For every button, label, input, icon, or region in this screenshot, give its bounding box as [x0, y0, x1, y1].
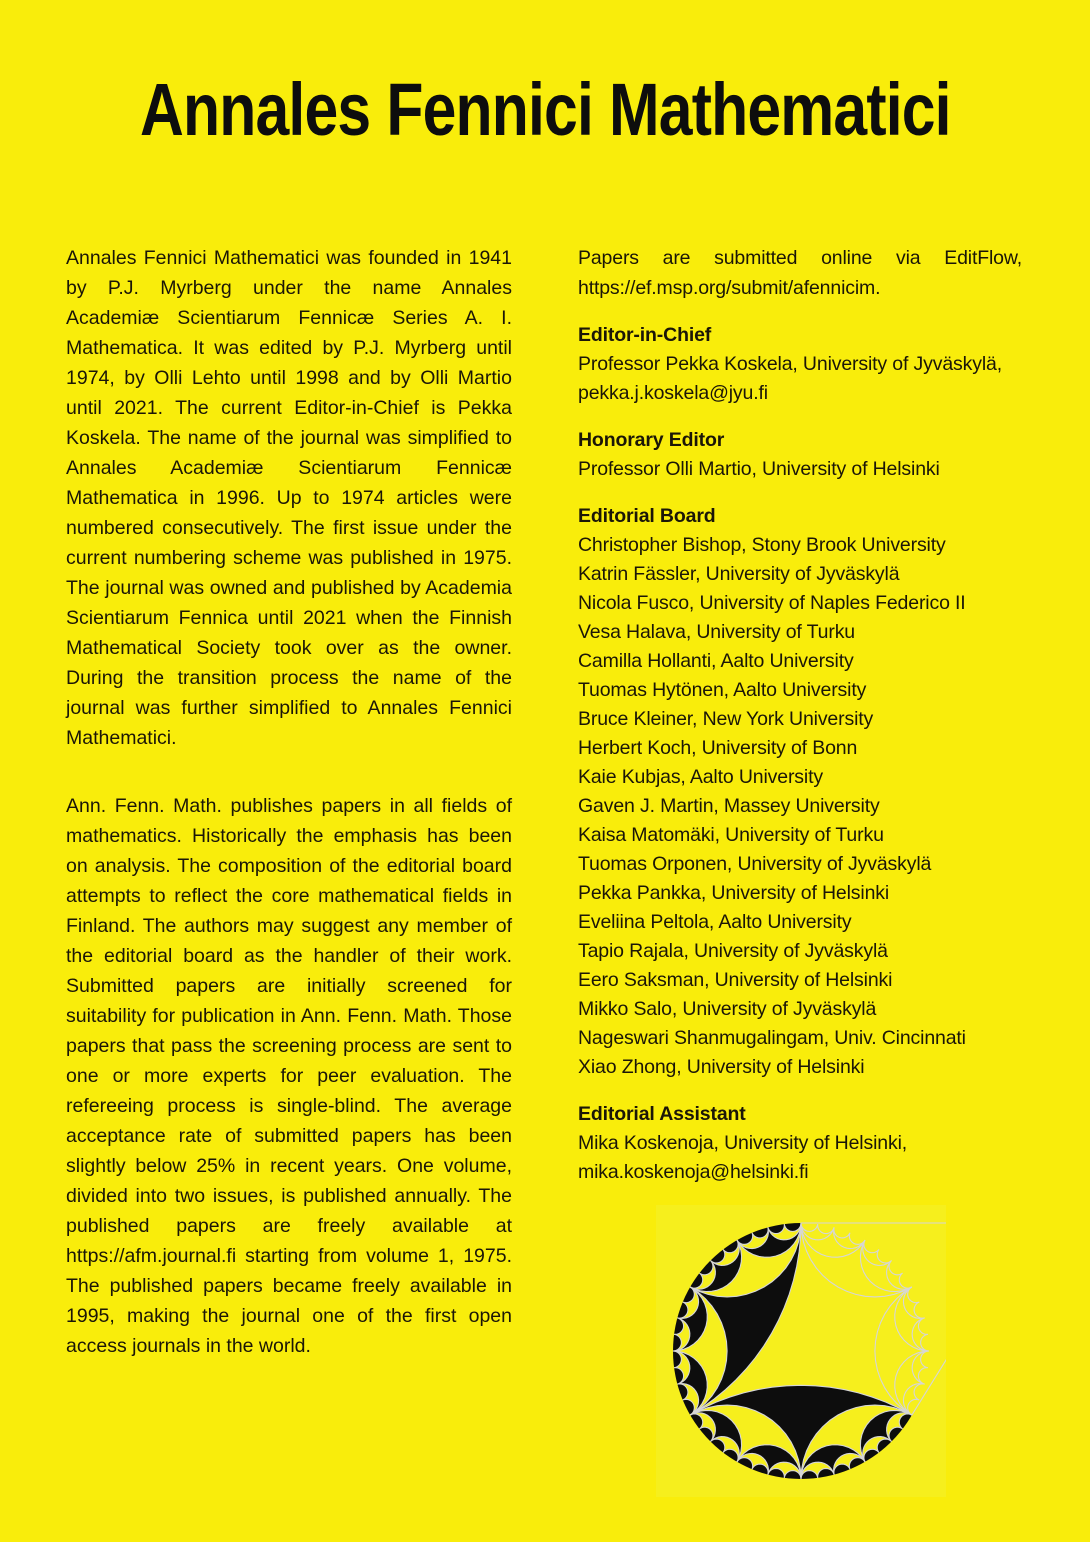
page-title — [0, 68, 1090, 151]
two-column-body — [66, 243, 1022, 1497]
board-member: Tuomas Hytönen, Aalto University — [578, 679, 867, 701]
section-editor-in-chief — [578, 321, 1022, 408]
logo-tile — [656, 1205, 946, 1497]
board-member: Kaie Kubjas, Aalto University — [578, 766, 823, 788]
page-title-text: Annales Fennici Mathematici — [139, 68, 951, 151]
paragraph: Ann. Fenn. Math. publishes papers in all fields of mathematics. Historically the emphasis has been on analysis. The composition of the editorial board attempts to reflect the core mathematical fields in Finland. The authors may suggest any member of the editorial board as the handler of their work. Submitted papers are initially screened for suitability for publication in Ann. Fenn. Math. Those papers that pass the screening process are sent to one or more experts for peer evaluation. The refereeing process is single-blind. The average acceptance rate of submitted papers has been slightly below 25% in recent years. One volume, divided into two issues, is published annually. The published papers are freely available at https://afm.journal.fi starting from volume 1, 1975. The published papers became freely available in 1995, making the journal one of the first open access journals in the world. — [66, 795, 512, 1357]
board-member: Vesa Halava, University of Turku — [578, 621, 855, 643]
afm-hyperbolic-tiling-logo-icon — [656, 1205, 946, 1497]
board-member: Nicola Fusco, University of Naples Federico II — [578, 592, 966, 614]
board-member: Camilla Hollanti, Aalto University — [578, 650, 854, 672]
board-member: Mikko Salo, University of Jyväskylä — [578, 998, 877, 1020]
board-member: Xiao Zhong, University of Helsinki — [578, 1056, 865, 1078]
section-heading: Editorial Board — [578, 505, 716, 527]
board-member: Kaisa Matomäki, University of Turku — [578, 824, 884, 846]
masthead-column — [578, 243, 1022, 1497]
board-member: Tapio Rajala, University of Jyväskylä — [578, 940, 888, 962]
section-editorial-assistant — [578, 1100, 1022, 1187]
submission-note: Papers are submitted online via EditFlow, https://ef.msp.org/submit/afennicim. — [578, 247, 1022, 299]
history-column — [66, 243, 512, 1497]
board-member: Christopher Bishop, Stony Brook University — [578, 534, 946, 556]
board-member: Herbert Koch, University of Bonn — [578, 737, 858, 759]
board-member: Eveliina Peltola, Aalto University — [578, 911, 852, 933]
section-heading: Editorial Assistant — [578, 1103, 746, 1125]
editorial-board-list — [578, 531, 1022, 1082]
section-heading: Honorary Editor — [578, 429, 725, 451]
board-member: Tuomas Orponen, University of Jyväskylä — [578, 853, 932, 875]
board-member: Bruce Kleiner, New York University — [578, 708, 874, 730]
section-body: Professor Pekka Koskela, University of Jyväskylä, pekka.j.koskela@jyu.fi — [578, 353, 1002, 404]
section-body: Mika Koskenoja, University of Helsinki, mika.koskenoja@helsinki.fi — [578, 1132, 908, 1183]
board-member: Katrin Fässler, University of Jyväskylä — [578, 563, 900, 585]
paragraph: Annales Fennici Mathematici was founded in 1941 by P.J. Myrberg under the name Annales Academiæ Scientiarum Fennicæ Series A. I. Mathematica. It was edited by P.J. Myrberg until 1974, by Olli Lehto until 1998 and by Olli Martio until 2021. The current Editor-in-Chief is Pekka Koskela. The name of the journal was simplified to Annales Academiæ Scientiarum Fennicæ Mathematica in 1996. Up to 1974 articles were numbered consecutively. The first issue under the current numbering scheme was published in 1975. The journal was owned and published by Academia Scientiarum Fennica until 2021 when the Finnish Mathematical Society took over as the owner. During the transition process the name of the journal was further simplified to Annales Fennici Mathematici. — [66, 247, 512, 749]
section-editorial-board — [578, 502, 1022, 1082]
section-honorary-editor — [578, 426, 1022, 484]
board-member: Nageswari Shanmugalingam, Univ. Cincinnati — [578, 1027, 966, 1049]
section-heading: Editor-in-Chief — [578, 324, 712, 346]
board-member: Gaven J. Martin, Massey University — [578, 795, 880, 817]
section-body: Professor Olli Martio, University of Helsinki — [578, 458, 940, 480]
board-member: Pekka Pankka, University of Helsinki — [578, 882, 890, 904]
board-member: Eero Saksman, University of Helsinki — [578, 969, 893, 991]
